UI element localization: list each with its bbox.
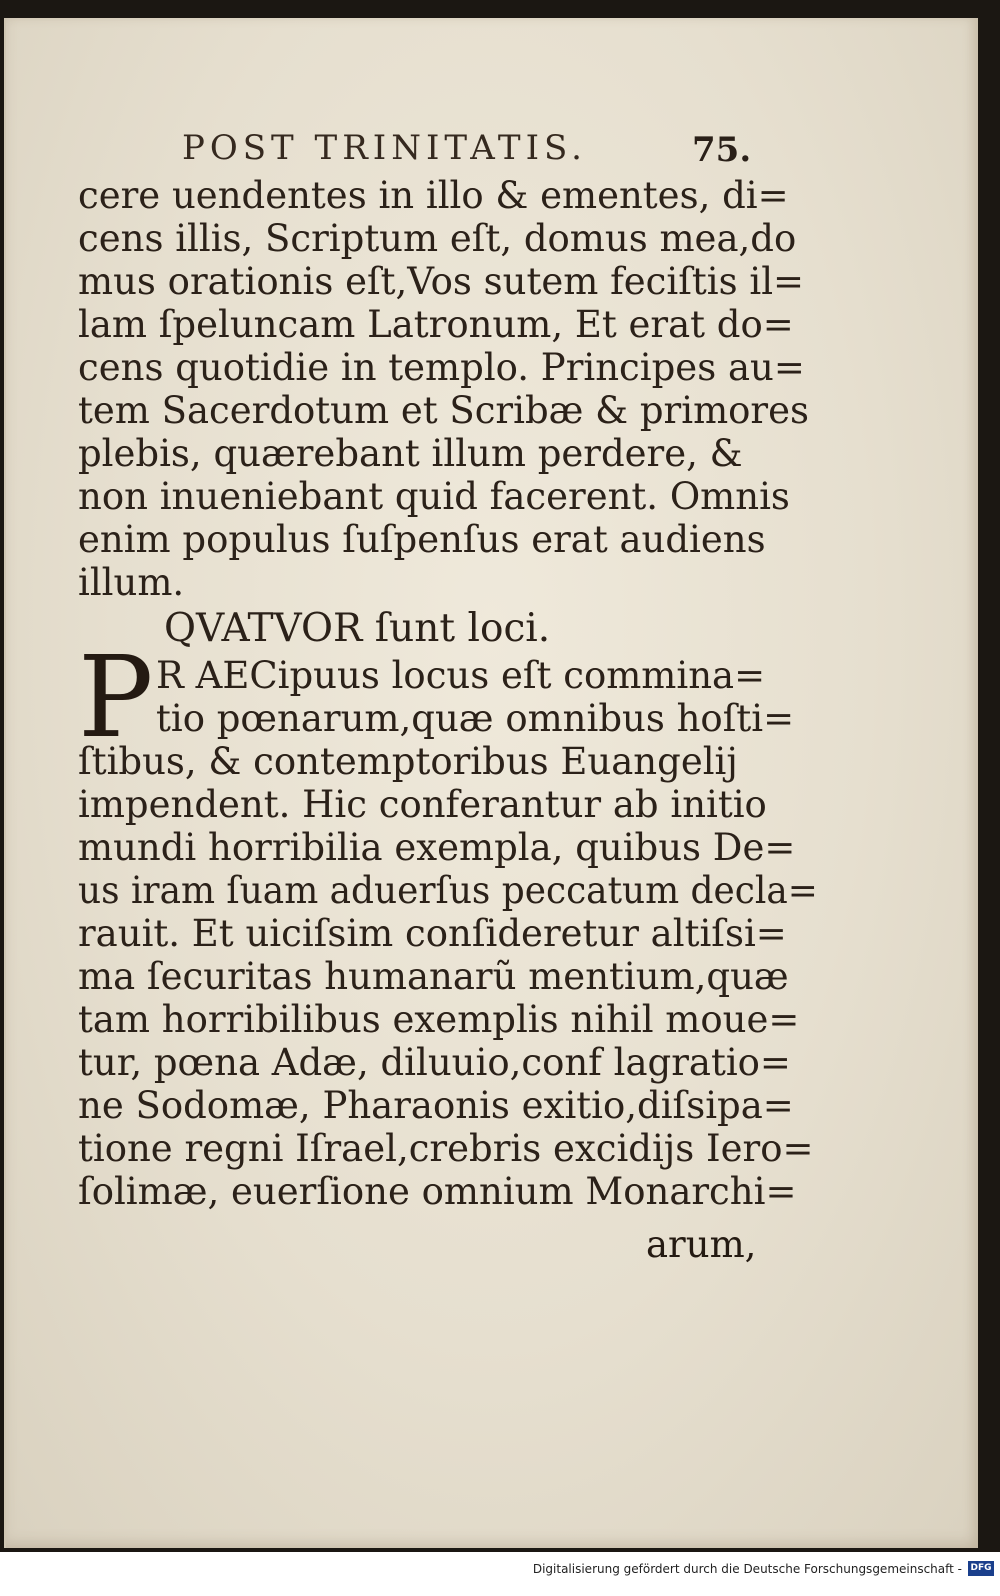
dfg-logo-icon: DFG bbox=[968, 1561, 994, 1576]
text-line: rauit. Et uiciſsim conſideretur altiſsi= bbox=[78, 912, 787, 955]
book-page bbox=[4, 18, 978, 1548]
digitization-credit: Digitalisierung gefördert durch die Deutsche Forschungsgemeinschaft - bbox=[532, 1562, 962, 1576]
text-line: R AECipuus locus eſt commina= bbox=[156, 654, 766, 697]
section-heading: QVATVOR ſunt loci. bbox=[164, 606, 551, 651]
text-line: plebis, quærebant illum perdere, & bbox=[78, 432, 743, 475]
text-line: tem Sacerdotum et Scribæ & primores bbox=[78, 389, 810, 432]
text-line: enim populus ſuſpenſus erat audiens bbox=[78, 518, 766, 561]
text-line: illum. bbox=[78, 561, 185, 604]
text-line: cens illis, Scriptum eſt, domus mea,do bbox=[78, 217, 797, 260]
text-line: impendent. Hic conferantur ab initio bbox=[78, 783, 767, 826]
text-line: cens quotidie in templo. Principes au= bbox=[78, 346, 805, 389]
text-line: cere uendentes in illo & ementes, di= bbox=[78, 174, 789, 217]
text-line: ſolimæ, euerſione omnium Monarchi= bbox=[78, 1170, 797, 1213]
page-number: 75. bbox=[692, 130, 752, 170]
catchword: arum, bbox=[646, 1223, 757, 1266]
drop-cap: P bbox=[78, 633, 154, 763]
text-line: lam ſpeluncam Latronum, Et erat do= bbox=[78, 303, 794, 346]
text-line: mundi horribilia exempla, quibus De= bbox=[78, 826, 796, 869]
text-line: us iram ſuam aduerſus peccatum decla= bbox=[78, 869, 818, 912]
text-line: ne Sodomæ, Pharaonis exitio,diſsipa= bbox=[78, 1084, 794, 1127]
running-head: POST TRINITATIS. bbox=[182, 128, 587, 168]
text-line: ma ſecuritas humanarũ mentium,quæ bbox=[78, 955, 789, 998]
text-line: tione regni Iſrael,crebris excidijs Iero= bbox=[78, 1127, 814, 1170]
text-line: tam horribilibus exemplis nihil moue= bbox=[78, 998, 800, 1041]
text-line: mus orationis eſt,Vos sutem feciſtis il= bbox=[78, 260, 805, 303]
digitization-footer bbox=[0, 1552, 1000, 1596]
text-line: tio pœnarum,quæ omnibus hoſti= bbox=[156, 697, 795, 740]
text-line: tur, pœna Adæ, diluuio,conf lagratio= bbox=[78, 1041, 791, 1084]
text-line: non inueniebant quid facerent. Omnis bbox=[78, 475, 790, 518]
text-line: ſtibus, & contemptoribus Euangelij bbox=[78, 740, 738, 783]
